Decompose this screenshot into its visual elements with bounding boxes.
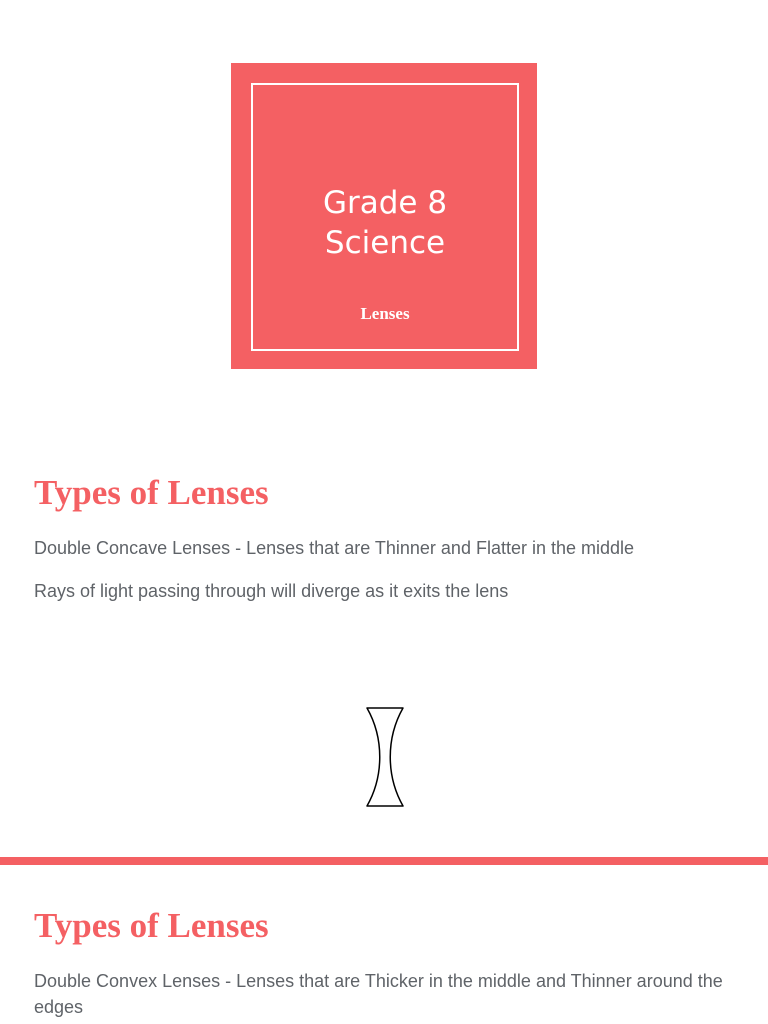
double-concave-lens-icon <box>359 703 409 811</box>
title-line-1: Grade 8 <box>322 185 448 221</box>
title-card-frame <box>251 83 519 351</box>
section-1-heading: Types of Lenses <box>34 473 269 512</box>
section-divider <box>0 857 768 865</box>
title-line-2: Science <box>324 225 446 261</box>
section-2-paragraph-1: Double Convex Lenses - Lenses that are Thicker in the middle and Thinner around the edges <box>34 971 723 1017</box>
document-title <box>253 183 517 263</box>
section-2-heading: Types of Lenses <box>34 906 269 945</box>
document-subtitle: Lenses <box>360 304 410 323</box>
section-1-paragraph-1: Double Concave Lenses - Lenses that are Thinner and Flatter in the middle <box>34 538 635 558</box>
title-card <box>231 63 537 369</box>
section-1-paragraph-2: Rays of light passing through will diverge as it exits the lens <box>34 581 509 601</box>
